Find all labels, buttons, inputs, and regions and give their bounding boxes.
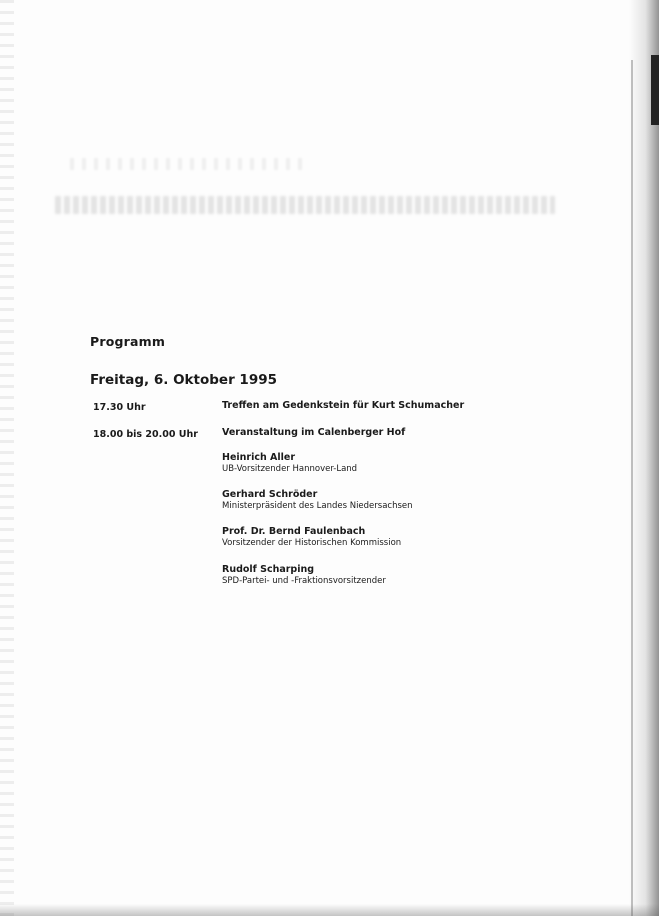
schedule-event: Treffen am Gedenkstein für Kurt Schumacher — [222, 400, 465, 411]
speaker-name: Heinrich Aller — [222, 452, 296, 463]
speaker-name: Gerhard Schröder — [222, 489, 318, 500]
scan-fold-line — [631, 60, 633, 916]
speaker-role: Vorsitzender der Historischen Kommission — [222, 538, 402, 548]
scan-edge-mark — [651, 55, 659, 125]
program-heading: Programm — [90, 334, 166, 349]
speaker-role: UB-Vorsitzender Hannover-Land — [222, 464, 358, 474]
scan-edge-bottom — [0, 904, 659, 916]
speaker-role: SPD-Partei- und -Fraktionsvorsitzender — [222, 576, 386, 586]
scan-edge-left — [0, 0, 14, 916]
speaker-entry — [222, 452, 582, 475]
speaker-role: Ministerpräsident des Landes Niedersachsen — [222, 501, 413, 511]
bleed-through-text — [55, 196, 555, 214]
speaker-entry — [222, 564, 582, 587]
schedule-time: 18.00 bis 20.00 Uhr — [93, 429, 198, 440]
scan-edge-right — [629, 0, 659, 916]
schedule-time: 17.30 Uhr — [93, 402, 146, 413]
event-date: Freitag, 6. Oktober 1995 — [90, 372, 278, 388]
speaker-name: Prof. Dr. Bernd Faulenbach — [222, 526, 366, 537]
schedule-event: Veranstaltung im Calenberger Hof — [222, 427, 406, 438]
speaker-name: Rudolf Scharping — [222, 564, 315, 575]
speaker-entry — [222, 526, 582, 549]
speaker-entry — [222, 489, 582, 512]
bleed-through-smudge — [70, 158, 310, 170]
